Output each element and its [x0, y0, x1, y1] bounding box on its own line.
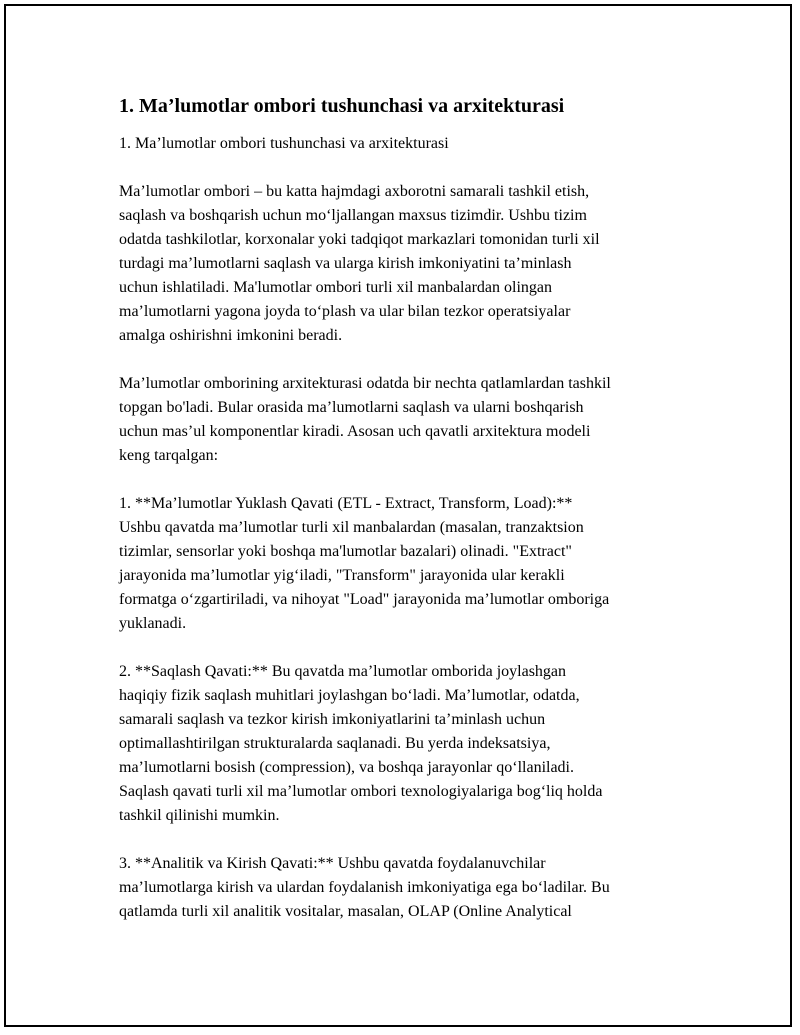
text-line: formatga o‘zgartiriladi, va nihoyat "Load" jarayonida ma’lumotlar omboriga: [119, 591, 610, 608]
paragraph-layer-storage: [119, 660, 699, 828]
text-line: Ma’lumotlar omborining arxitekturasi odatda bir nechta qatlamlardan tashkil: [119, 375, 611, 392]
text-line: turdagi ma’lumotlarni saqlash va ularga kirish imkoniyatini ta’minlash: [119, 255, 572, 272]
text-line: jarayonida ma’lumotlar yig‘iladi, "Transform" jarayonida ular kerakli: [119, 567, 565, 584]
text-line: optimallashtirilgan strukturalarda saqlanadi. Bu yerda indeksatsiya,: [119, 735, 551, 752]
paragraph-layer-etl: [119, 492, 699, 636]
text-line: uchun mas’ul komponentlar kiradi. Asosan uch qavatli arxitektura modeli: [119, 423, 591, 440]
text-line: qatlamda turli xil analitik vositalar, masalan, OLAP (Online Analytical: [119, 903, 572, 920]
text-line: amalga oshirishni imkonini beradi.: [119, 327, 343, 344]
text-line: Saqlash qavati turli xil ma’lumotlar ombori texnologiyalariga bog‘liq holda: [119, 783, 603, 800]
text-line: haqiqiy fizik saqlash muhitlari joylashgan bo‘ladi. Ma’lumotlar, odatda,: [119, 687, 580, 704]
text-line: ma’lumotlarni bosish (compression), va boshqa jarayonlar qo‘llaniladi.: [119, 759, 574, 776]
text-line: 3. **Analitik va Kirish Qavati:** Ushbu qavatda foydalanuvchilar: [119, 855, 546, 872]
text-line: Ma’lumotlar ombori – bu katta hajmdagi axborotni samarali tashkil etish,: [119, 183, 590, 200]
text-line: ma’lumotlarga kirish va ulardan foydalanish imkoniyatiga ega bo‘ladilar. Bu: [119, 879, 610, 896]
paragraph-layer-analytics: [119, 852, 699, 924]
text-line: Ushbu qavatda ma’lumotlar turli xil manbalardan (masalan, tranzaktsion: [119, 519, 584, 536]
text-line: tizimlar, sensorlar yoki boshqa ma'lumotlar bazalari) olinadi. "Extract": [119, 543, 572, 560]
document-body: [119, 92, 699, 948]
text-line: 2. **Saqlash Qavati:** Bu qavatda ma’lumotlar omborida joylashgan: [119, 663, 567, 680]
text-line: odatda tashkilotlar, korxonalar yoki tadqiqot markazlari tomonidan turli xil: [119, 231, 600, 248]
paragraph-architecture: [119, 372, 699, 468]
text-line: yuklanadi.: [119, 615, 187, 632]
section-subtitle: 1. Ma’lumotlar ombori tushunchasi va arxitekturasi: [119, 135, 449, 152]
text-line: samarali saqlash va tezkor kirish imkoniyatlarini ta’minlash uchun: [119, 711, 546, 728]
text-line: 1. **Ma’lumotlar Yuklash Qavati (ETL - Extract, Transform, Load):**: [119, 495, 573, 512]
text-line: ma’lumotlarni yagona joyda to‘plash va ular bilan tezkor operatsiyalar: [119, 303, 571, 320]
text-line: topgan bo'ladi. Bular orasida ma’lumotlarni saqlash va ularni boshqarish: [119, 399, 584, 416]
text-line: uchun ishlatiladi. Ma'lumotlar ombori turli xil manbalardan olingan: [119, 279, 553, 296]
page-title: 1. Ma’lumotlar ombori tushunchasi va arxitekturasi: [119, 95, 565, 117]
text-line: saqlash va boshqarish uchun mo‘ljallangan maxsus tizimdir. Ushbu tizim: [119, 207, 587, 224]
paragraph-intro: [119, 180, 699, 348]
text-line: tashkil qilinishi mumkin.: [119, 807, 280, 824]
text-line: keng tarqalgan:: [119, 447, 219, 464]
